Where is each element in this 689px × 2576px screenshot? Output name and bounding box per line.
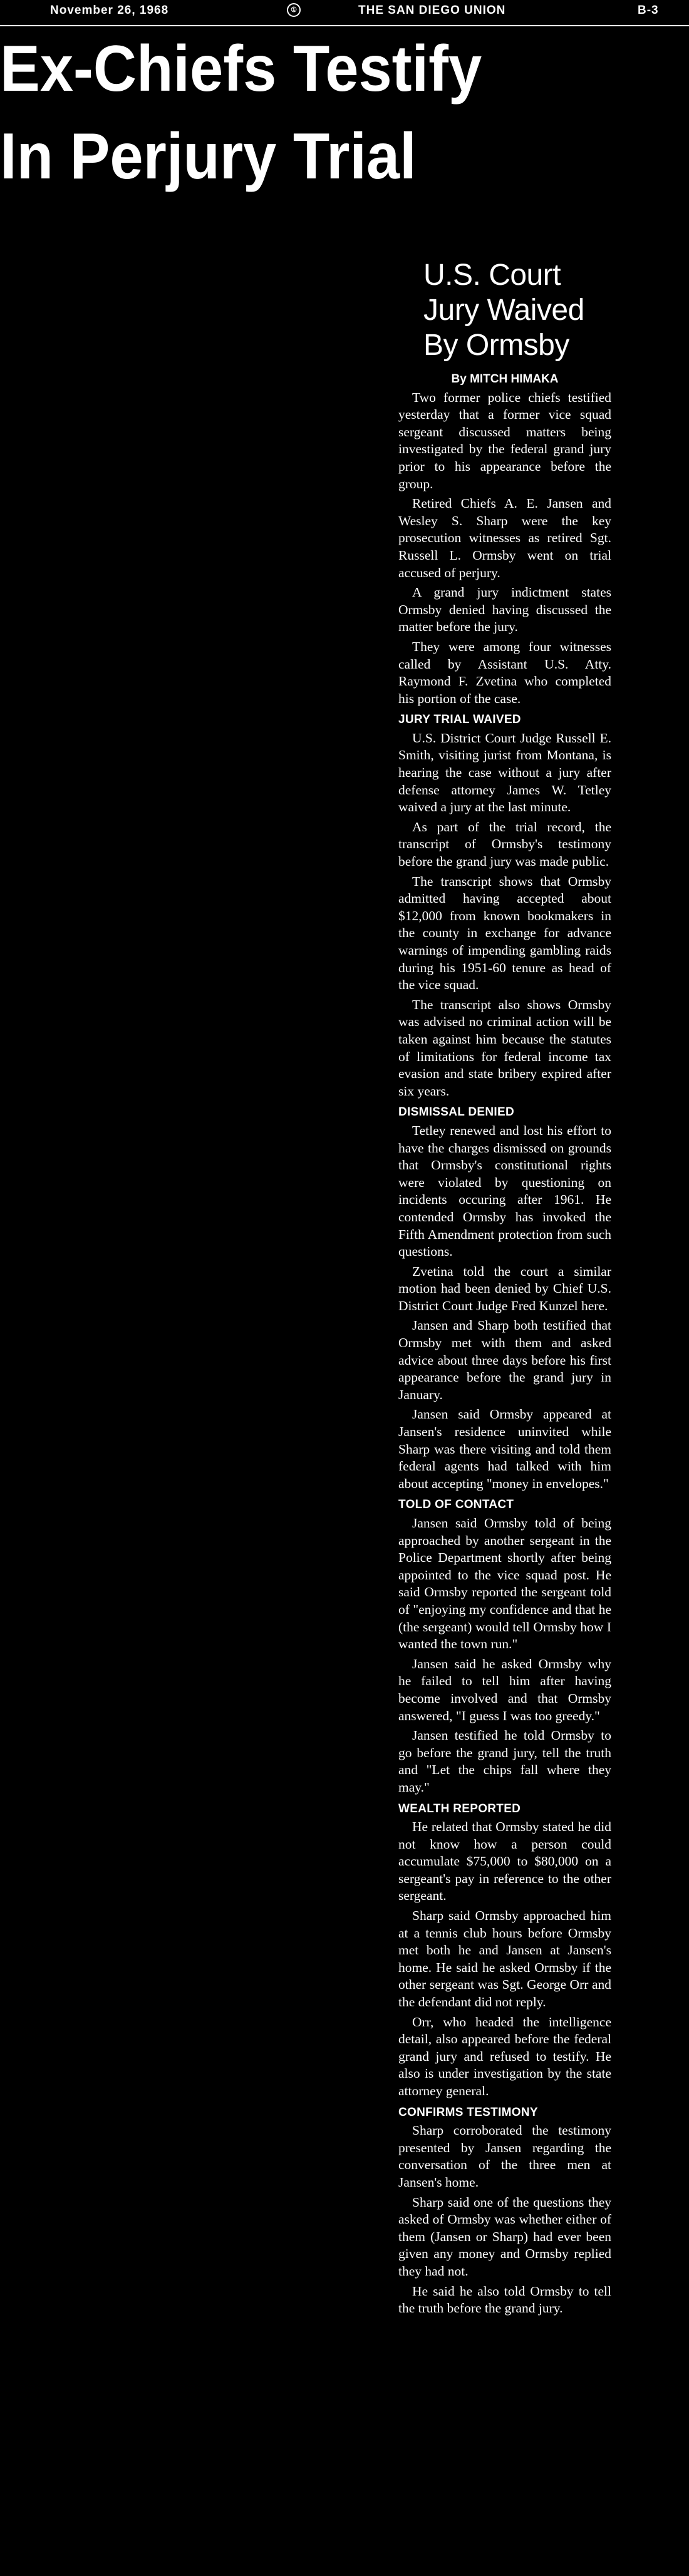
subheadline: U.S. Court Jury Waived By Ormsby [423,259,584,362]
headline: Ex-Chiefs Testify In Perjury Trial [0,33,482,193]
crosshead: TOLD OF CONTACT [398,1498,514,1512]
page-number: B-3 [638,4,659,17]
article-paragraph: He related that Ormsby stated he did not know how a person could accumulate $75,000 to $80,000 on a sergeant's pay in reference to the other sergeant. [398,1819,611,1904]
article-paragraph: Jansen said he asked Ormsby why he failed to tell him after having become involved and that Ormsby answered, "I guess I was too greedy." [398,1656,611,1723]
article-paragraph: Zvetina told the court a similar motion had been denied by Chief U.S. District Court Judge Fred Kunzel here. [398,1263,611,1313]
article-paragraph: A grand jury indictment states Ormsby denied having discussed the matter before the jury. [398,585,611,635]
article-paragraph: Sharp said one of the questions they asked of Ormsby was whether either of them (Jansen or Sharp) had ever been given any money and Ormsby replied they had not. [398,2194,611,2279]
article-paragraph: Retired Chiefs A. E. Jansen and Wesley S. Sharp were the key prosecution witnesses as retired Sgt. Russell L. Ormsby went on trial accused of perjury. [398,496,611,580]
crosshead: DISMISSAL DENIED [398,1106,514,1119]
article-paragraph: Sharp corroborated the testimony presented by Jansen regarding the conversation of the three men at Jansen's home. [398,2123,611,2190]
newspaper-name: THE SAN DIEGO UNION [358,4,506,17]
crosshead: CONFIRMS TESTIMONY [398,2105,538,2119]
article-paragraph: Jansen testified he told Ormsby to go before the grand jury, tell the truth and "Let the chips fall where they may." [398,1728,611,1795]
folio-date: November 26, 1968 [50,4,169,17]
article-paragraph: Orr, who headed the intelligence detail, also appeared before the federal grand jury and refused to testify. He also is under investigation by the state attorney general. [398,2014,611,2098]
folio-line [0,0,689,26]
crosshead: WEALTH REPORTED [398,1802,521,1815]
article-paragraph: He said he also told Ormsby to tell the truth before the grand jury. [398,2283,611,2316]
byline: By MITCH HIMAKA [451,372,559,386]
article-paragraph: Tetley renewed and lost his effort to have the charges dismissed on grounds that Ormsby's constitutional rights were violated by questioning on incidents occuring after 1961. He contended Ormsby has invoked the Fifth Amendment protection from such questions. [398,1122,611,1260]
article-paragraph: Jansen said Ormsby told of being approached by another sergeant in the Police Department shortly after being appointed to the vice squad post. He said Ormsby reported the sergeant told of "enjoying my confidence and that he (the sergeant) would tell Ormsby how I wanted the town run." [398,1516,611,1652]
article-paragraph: Two former police chiefs testified yesterday that a former vice squad sergeant discussed matters being investigated by the federal grand jury prior to his appearance before the group. [398,389,611,491]
article-paragraph: Jansen said Ormsby appeared at Jansen's residence uninvited while Sharp was there visiting and told them federal agents had talked with him about accepting "money in envelopes." [398,1407,611,1491]
article-paragraph: Sharp said Ormsby approached him at a tennis club hours before Ormsby met both he and Jansen at Jansen's home. He said he asked Ormsby if the other sergeant was Sgt. George Orr and the defendant did not reply. [398,1908,611,2010]
article-paragraph: They were among four witnesses called by Assistant U.S. Atty. Raymond F. Zvetina who completed his portion of the case. [398,639,611,706]
edition-mark: ① [287,3,301,17]
article-paragraph: The transcript also shows Ormsby was advised no criminal action will be taken against him because the statutes of limitations for federal income tax evasion and state bribery expired after six years. [398,997,611,1099]
crosshead: JURY TRIAL WAIVED [398,713,521,727]
article-paragraph: U.S. District Court Judge Russell E. Smith, visiting jurist from Montana, is hearing the case without a jury after defense attorney James W. Tetley waived a jury at the last minute. [398,730,611,815]
article-paragraph: Jansen and Sharp both testified that Ormsby met with them and asked advice about three days before his first appearance before the grand jury in January. [398,1318,611,1402]
article-column [398,258,611,2320]
article-paragraph: The transcript shows that Ormsby admitted having accepted about $12,000 from known bookmakers in the county in exchange for advance warnings of impending gambling raids during his 1951-60 tenure as head of the vice squad. [398,873,611,993]
article-paragraph: As part of the trial record, the transcript of Ormsby's testimony before the grand jury was made public. [398,819,611,870]
